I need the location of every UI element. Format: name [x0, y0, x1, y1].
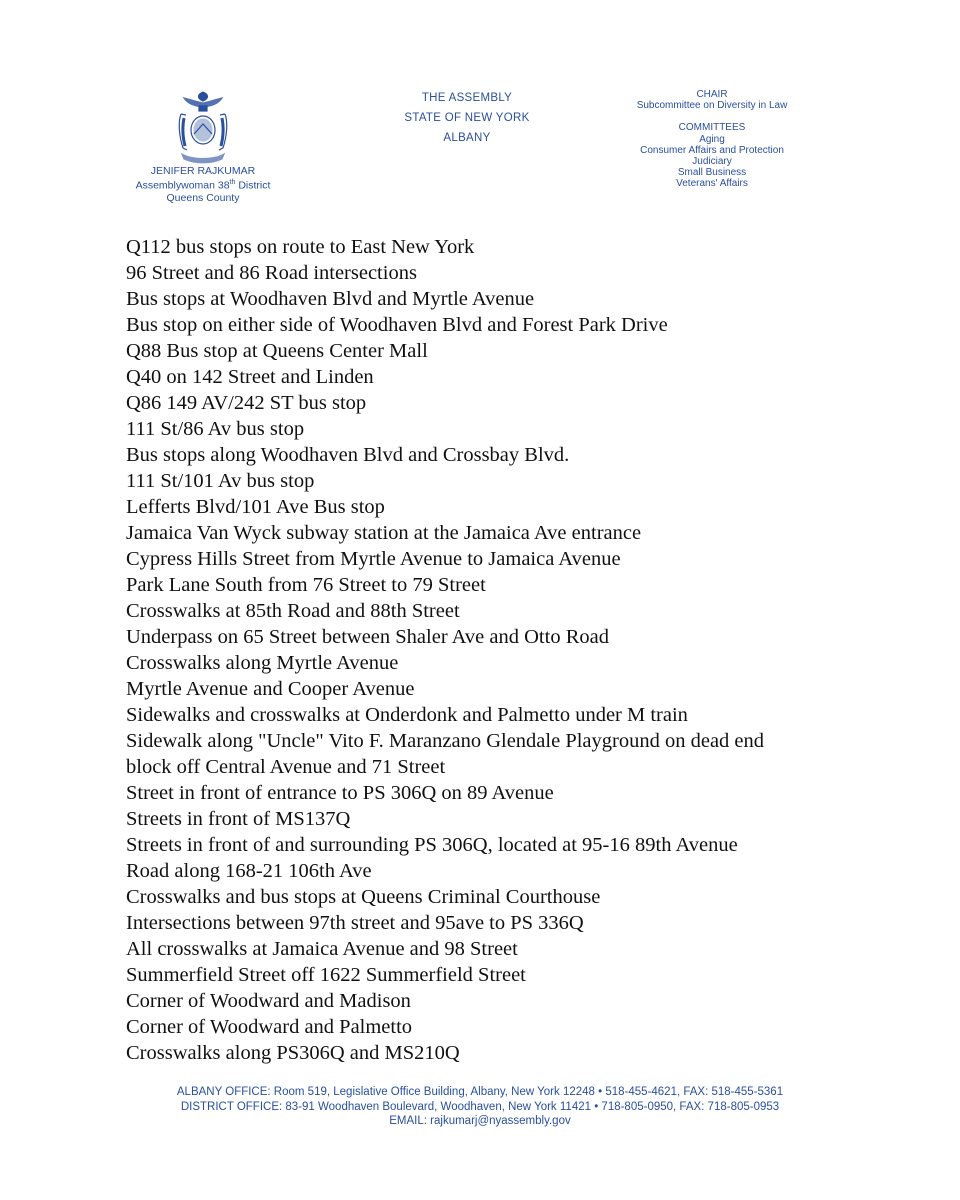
member-name: JENIFER RAJKUMAR	[150, 165, 256, 177]
location-line: Q112 bus stops on route to East New York	[126, 236, 475, 258]
committee-item: Judiciary	[692, 156, 732, 168]
location-line: Sidewalk along "Uncle" Vito F. Maranzano Glendale Playground on dead end	[126, 730, 765, 752]
location-line: Crosswalks along Myrtle Avenue	[126, 652, 399, 674]
albany-office-line: ALBANY OFFICE: Room 519, Legislative Office Building, Albany, New York 12248 • 518-455-4621, FAX: 518-455-5361	[176, 1086, 784, 1098]
location-line: Park Lane South from 76 Street to 79 Street	[126, 574, 486, 596]
location-line: Bus stop on either side of Woodhaven Blvd and Forest Park Drive	[126, 314, 668, 336]
location-line: 96 Street and 86 Road intersections	[126, 262, 417, 284]
location-line: Cypress Hills Street from Myrtle Avenue to Jamaica Avenue	[126, 548, 621, 570]
email-line: EMAIL: rajkumarj@nyassembly.gov	[389, 1115, 571, 1127]
location-line: Jamaica Van Wyck subway station at the Jamaica Ave entrance	[126, 522, 642, 544]
committee-item: Consumer Affairs and Protection	[640, 144, 784, 156]
member-title: Assemblywoman 38th District	[135, 179, 271, 192]
committee-item: Aging	[699, 133, 725, 145]
location-line: Crosswalks and bus stops at Queens Criminal Courthouse	[126, 886, 601, 908]
location-line: Streets in front of MS137Q	[126, 808, 351, 830]
chair-role: Subcommittee on Diversity in Law	[636, 100, 788, 112]
member-county: Queens County	[166, 191, 240, 204]
location-line: All crosswalks at Jamaica Avenue and 98 Street	[126, 938, 518, 960]
location-line: Bus stops at Woodhaven Blvd and Myrtle Avenue	[126, 288, 535, 310]
location-line: Q86 149 AV/242 ST bus stop	[126, 392, 367, 414]
location-line: Street in front of entrance to PS 306Q on 89 Avenue	[126, 782, 554, 804]
location-line: Corner of Woodward and Palmetto	[126, 1016, 413, 1038]
state-seal-icon	[172, 88, 234, 168]
location-line: Intersections between 97th street and 95ave to PS 336Q	[126, 912, 584, 934]
member-block	[118, 165, 288, 204]
assembly-line: STATE OF NEW YORK	[404, 112, 530, 124]
location-line: Summerfield Street off 1622 Summerfield Street	[126, 964, 526, 986]
location-line: Sidewalks and crosswalks at Onderdonk and Palmetto under M train	[126, 704, 688, 726]
location-line: Crosswalks at 85th Road and 88th Street	[126, 600, 460, 622]
chair-label: CHAIR	[696, 89, 728, 100]
committee-item: Small Business	[677, 167, 747, 179]
location-line: Road along 168-21 106th Ave	[126, 860, 372, 882]
location-line: Corner of Woodward and Madison	[126, 990, 411, 1012]
location-line: 111 St/86 Av bus stop	[126, 418, 305, 440]
committee-item: Veterans' Affairs	[676, 178, 748, 190]
location-line: Myrtle Avenue and Cooper Avenue	[126, 678, 415, 700]
footer	[0, 1085, 960, 1129]
committee-block	[612, 89, 812, 190]
location-line: Streets in front of and surrounding PS 306Q, located at 95-16 89th Avenue	[126, 834, 738, 856]
district-office-line: DISTRICT OFFICE: 83-91 Woodhaven Boulevard, Woodhaven, New York 11421 • 718-805-0950, FAX: 718-805-0953	[180, 1100, 780, 1113]
assembly-line: ALBANY	[443, 132, 491, 144]
location-line: Lefferts Blvd/101 Ave Bus stop	[126, 496, 385, 518]
location-line: Underpass on 65 Street between Shaler Ave and Otto Road	[126, 626, 609, 648]
location-line: Q88 Bus stop at Queens Center Mall	[126, 340, 428, 362]
location-line: Q40 on 142 Street and Linden	[126, 366, 374, 388]
location-list	[126, 234, 886, 1066]
assembly-line: THE ASSEMBLY	[421, 92, 513, 104]
location-line: 111 St/101 Av bus stop	[126, 470, 315, 492]
committees-label: COMMITTEES	[678, 122, 746, 134]
assembly-heading	[377, 88, 557, 148]
location-line: block off Central Avenue and 71 Street	[126, 756, 446, 778]
location-line: Crosswalks along PS306Q and MS210Q	[126, 1042, 460, 1064]
location-line: Bus stops along Woodhaven Blvd and Crossbay Blvd.	[126, 444, 570, 466]
